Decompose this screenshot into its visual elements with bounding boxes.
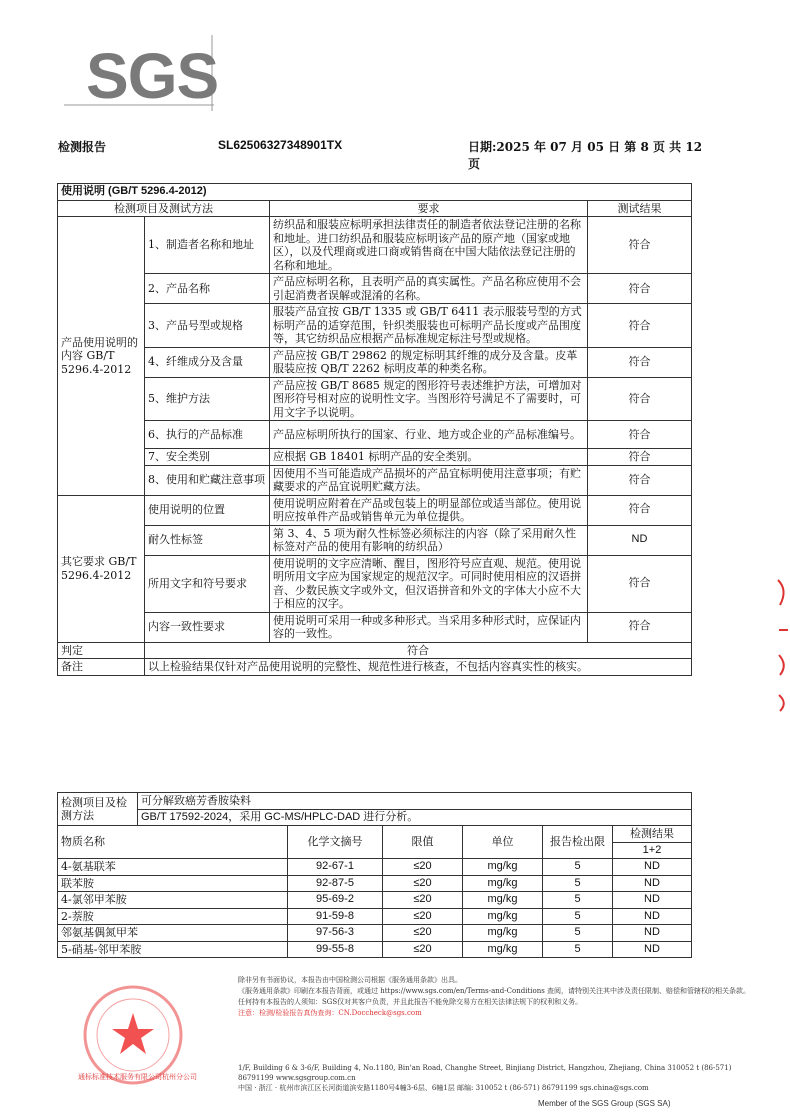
table-row [58, 859, 692, 876]
result-value: ND [613, 892, 692, 909]
instructions-table [57, 183, 692, 676]
amine-table [57, 792, 692, 958]
req-cell: 服装产品宜按 GB/T 1335 或 GB/T 6411 表示服装号型的方式标明产品的适穿范围，针织类服装也可标明产品长度或产品围度等，其它纺织品应根据产品标准规定标注号型或规格。 [270, 304, 588, 348]
rl-value: 5 [543, 941, 613, 958]
limit-value: ≤20 [383, 941, 463, 958]
table-title: 使用说明 (GB/T 5296.4-2012) [58, 184, 692, 201]
table-row [58, 274, 692, 304]
req-cell: 使用说明可采用一种或多种形式。当采用多种形式时，应保证内容的一致性。 [270, 612, 588, 642]
col-header-item: 检测项目及测试方法 [58, 200, 270, 217]
address-en: 1/F, Building 6 & 3-6/F, Building 4, No.1180, Bin'an Road, Changhe Street, Binjiang District, Hangzhou, Zhejiang, China 310052 t (86-571) 86791199 www.sgsgroup.com.cn [238, 1064, 732, 1082]
table-row [58, 612, 692, 642]
sgs-logo [64, 35, 224, 115]
header-cas: 化学文摘号 [288, 826, 383, 859]
result-value: ND [613, 875, 692, 892]
req-cell: 使用说明应附着在产品或包装上的明显部位或适当部位。使用说明应按单件产品或销售单元为单位提供。 [270, 495, 588, 525]
header-sample: 1+2 [613, 842, 692, 859]
header-rl: 报告检出限 [543, 826, 613, 859]
footer-line1: 除非另有书面协议，本报告由中国检测公司根据《服务通用条款》出具。 [238, 976, 462, 984]
address-cn: 中国 · 浙江 · 杭州市滨江区长河街道滨安路1180号4幢3-6层、6幢1层 邮编: 310052 t (86-571) 86791199 sgs.china@sgs.com [238, 1084, 649, 1092]
result-cell: 符合 [588, 377, 692, 421]
side-stamp-icon [776, 575, 790, 715]
item-cell: 6、执行的产品标准 [145, 421, 270, 449]
footer-line4: 注意：检测/检验报告真伪查询：CN.Doccheck@sgs.com [238, 1009, 422, 1017]
req-cell: 纺织品和服装应标明承担法律责任的制造者依法登记注册的名称和地址。进口纺织品和服装应标明该产品的原产地（国家或地区），以及代理商或进口商或销售商在中国大陆依法登记注册的名称和地址。 [270, 217, 588, 274]
test-item-value: 可分解致癌芳香胺染料 [138, 793, 692, 810]
result-cell: 符合 [588, 421, 692, 449]
req-cell: 产品应按 GB/T 8685 规定的图形符号表述维护方法，可增加对图形符号相对应的说明性文字。当图形符号满足不了需要时，可用文字予以说明。 [270, 377, 588, 421]
cas-number: 91-59-8 [288, 908, 383, 925]
substance-name: 邻氨基偶氮甲苯 [58, 925, 288, 942]
req-cell: 产品应标明所执行的国家、行业、地方或企业的产品标准编号。 [270, 421, 588, 449]
unit-value: mg/kg [463, 875, 543, 892]
table-row [58, 908, 692, 925]
table-row [58, 875, 692, 892]
side-stamp-mark [776, 575, 790, 718]
result-cell: 符合 [588, 347, 692, 377]
result-cell: 符合 [588, 612, 692, 642]
limit-value: ≤20 [383, 859, 463, 876]
report-number: SL62506327348901TX [218, 138, 343, 152]
rl-value: 5 [543, 892, 613, 909]
limit-value: ≤20 [383, 908, 463, 925]
limit-value: ≤20 [383, 892, 463, 909]
table-row [58, 892, 692, 909]
table-row [58, 217, 692, 274]
cas-number: 92-67-1 [288, 859, 383, 876]
item-cell: 内容一致性要求 [145, 612, 270, 642]
footer-address [238, 1063, 758, 1093]
unit-value: mg/kg [463, 859, 543, 876]
unit-value: mg/kg [463, 925, 543, 942]
group-label: 产品使用说明的内容 GB/T 5296.4-2012 [58, 217, 145, 496]
header-substance: 物质名称 [58, 826, 288, 859]
result-value: ND [613, 941, 692, 958]
item-cell: 4、纤维成分及含量 [145, 347, 270, 377]
footer-line3: 任何持有本报告的人须知：SGS仅对其客户负责，并且此报告不能免除交易方在相关法律法规下的权利和义务。 [238, 998, 583, 1006]
rl-value: 5 [543, 859, 613, 876]
remark-value: 以上检验结果仅针对产品使用说明的完整性、规范性进行核查，不包括内容真实性的核实。 [145, 659, 692, 676]
table-row [58, 495, 692, 525]
result-cell: 符合 [588, 217, 692, 274]
footer-terms [238, 975, 758, 1019]
substance-name: 2-萘胺 [58, 908, 288, 925]
req-cell: 应根据 GB 18401 标明产品的安全类别。 [270, 449, 588, 466]
item-cell: 使用说明的位置 [145, 495, 270, 525]
verdict-value: 符合 [145, 642, 692, 659]
footer [58, 975, 751, 1115]
company-seal-icon [58, 975, 208, 1085]
table-row [58, 304, 692, 348]
item-cell: 7、安全类别 [145, 449, 270, 466]
member-line: Member of the SGS Group (SGS SA) [538, 1099, 671, 1108]
header-unit: 单位 [463, 826, 543, 859]
rl-value: 5 [543, 925, 613, 942]
item-cell: 2、产品名称 [145, 274, 270, 304]
logo-text: SGS [86, 40, 219, 112]
unit-value: mg/kg [463, 892, 543, 909]
seal-caption: 通标标准技术服务有限公司杭州分公司 [78, 1073, 197, 1081]
table-row [58, 525, 692, 555]
req-cell: 因使用不当可能造成产品损坏的产品宜标明使用注意事项；有贮藏要求的产品宜说明贮藏方法。 [270, 465, 588, 495]
report-header [58, 138, 718, 171]
item-cell: 耐久性标签 [145, 525, 270, 555]
result-value: ND [613, 859, 692, 876]
unit-value: mg/kg [463, 941, 543, 958]
cas-number: 92-87-5 [288, 875, 383, 892]
footer-line2: 《服务通用条款》印刷在本报告背面，或通过 https://www.sgs.com/en/Terms-and-Conditions 查阅，请特别关注其中涉及责任限制、赔偿和管辖权的相关条款。 [238, 987, 751, 995]
result-cell: 符合 [588, 304, 692, 348]
result-cell: 符合 [588, 465, 692, 495]
cas-number: 97-56-3 [288, 925, 383, 942]
result-cell: 符合 [588, 495, 692, 525]
item-cell: 3、产品号型或规格 [145, 304, 270, 348]
item-cell: 所用文字和符号要求 [145, 555, 270, 612]
req-cell: 第 3、4、5 项为耐久性标签必须标注的内容（除了采用耐久性标签对产品的使用有影响的纺织品） [270, 525, 588, 555]
rl-value: 5 [543, 908, 613, 925]
limit-value: ≤20 [383, 875, 463, 892]
substance-name: 联苯胺 [58, 875, 288, 892]
result-value: ND [613, 925, 692, 942]
table-row [58, 421, 692, 449]
result-cell: ND [588, 525, 692, 555]
table-row [58, 347, 692, 377]
item-cell: 5、维护方法 [145, 377, 270, 421]
table-row [58, 555, 692, 612]
col-header-result: 测试结果 [588, 200, 692, 217]
cas-number: 99-55-8 [288, 941, 383, 958]
item-cell: 1、制造者名称和地址 [145, 217, 270, 274]
report-date-pages: 日期:2025 年 07 月 05 日 第 8 页 共 12 页 [468, 140, 703, 171]
substance-name: 4-氯邻甲苯胺 [58, 892, 288, 909]
result-value: ND [613, 908, 692, 925]
req-cell: 产品应按 GB/T 29862 的规定标明其纤维的成分及含量。皮革服装应按 QB/T 2262 标明皮革的种类名称。 [270, 347, 588, 377]
header-result: 检测结果 [613, 826, 692, 843]
cas-number: 95-69-2 [288, 892, 383, 909]
table-row [58, 925, 692, 942]
remark-label: 备注 [58, 659, 145, 676]
rl-value: 5 [543, 875, 613, 892]
table-row [58, 449, 692, 466]
item-cell: 8、使用和贮藏注意事项 [145, 465, 270, 495]
substance-name: 4-氨基联苯 [58, 859, 288, 876]
req-cell: 产品应标明名称，且表明产品的真实属性。产品名称应使用不会引起消费者误解或混淆的名称。 [270, 274, 588, 304]
test-method-value: GB/T 17592-2024，采用 GC-MS/HPLC-DAD 进行分析。 [138, 809, 692, 826]
result-cell: 符合 [588, 555, 692, 612]
unit-value: mg/kg [463, 908, 543, 925]
req-cell: 使用说明的文字应清晰、醒目，图形符号应直观、规范。使用说明所用文字应为国家规定的规范汉字。可同时使用相应的汉语拼音、少数民族文字或外文，但汉语拼音和外文的字体大小应不大于相应的汉字。 [270, 555, 588, 612]
table-row [58, 941, 692, 958]
limit-value: ≤20 [383, 925, 463, 942]
table-row [58, 465, 692, 495]
group-label: 其它要求 GB/T 5296.4-2012 [58, 495, 145, 642]
col-header-req: 要求 [270, 200, 588, 217]
report-label: 检测报告 [58, 140, 107, 154]
header-limit: 限值 [383, 826, 463, 859]
table-row [58, 377, 692, 421]
substance-name: 5-硝基-邻甲苯胺 [58, 941, 288, 958]
result-cell: 符合 [588, 274, 692, 304]
result-cell: 符合 [588, 449, 692, 466]
test-item-label: 检测项目及检测方法 [58, 793, 138, 826]
verdict-label: 判定 [58, 642, 145, 659]
